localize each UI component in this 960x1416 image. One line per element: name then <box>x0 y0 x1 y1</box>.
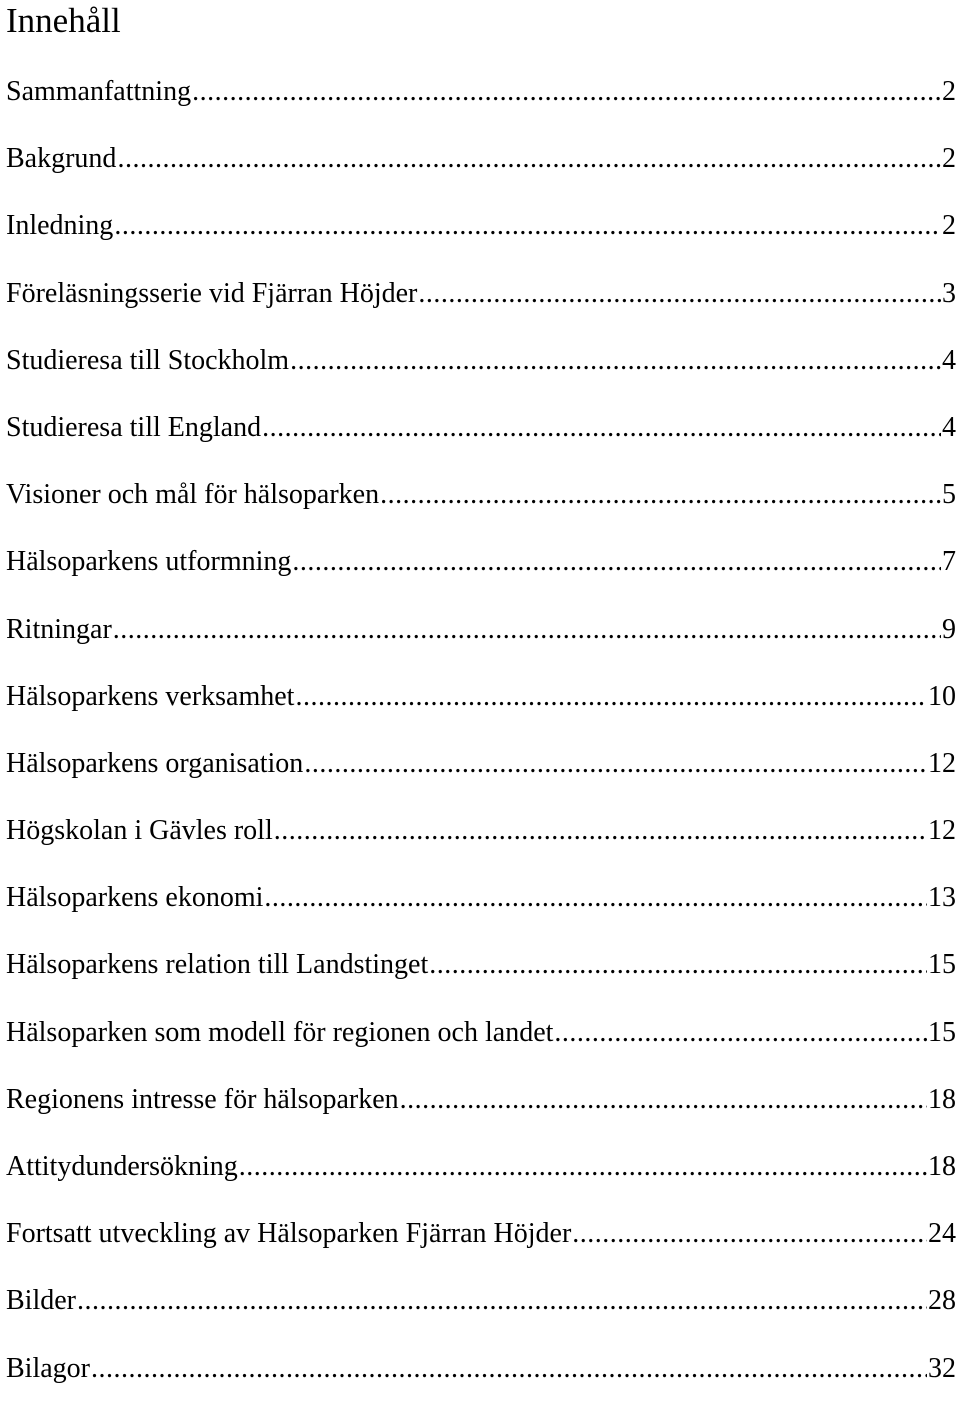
toc-entry-bilagor[interactable] <box>6 1349 956 1416</box>
dot-leader <box>429 945 927 985</box>
page-title: Innehåll <box>6 1 121 40</box>
dot-leader <box>274 811 927 851</box>
dot-leader <box>554 1013 927 1053</box>
toc-entry-attitydundersokning[interactable] <box>6 1147 956 1214</box>
toc-entry-bakgrund[interactable] <box>6 139 956 206</box>
toc-entry-label: Hälsoparkens organisation <box>6 747 304 779</box>
toc-entry-label: Hälsoparkens verksamhet <box>6 680 295 712</box>
toc-entry-page-number: 2 <box>942 76 956 107</box>
toc-entry-page-number: 12 <box>928 815 956 847</box>
dot-leader <box>114 206 941 246</box>
toc-entry-page-number: 24 <box>928 1218 956 1250</box>
toc-entry-label: Studieresa till England <box>6 411 262 443</box>
dot-leader <box>117 139 941 179</box>
dot-leader <box>264 878 927 918</box>
toc-entry-label: Fortsatt utveckling av Hälsoparken Fjärran Höjder <box>6 1218 572 1250</box>
toc-entry-page-number: 3 <box>942 277 956 309</box>
toc-entry-label: Hälsoparkens utformning <box>6 546 292 578</box>
toc-entry-label: Sammanfattning <box>6 76 192 107</box>
toc-entry-label: Regionens intresse för hälsoparken <box>6 1083 399 1115</box>
toc-entry-page-number: 4 <box>942 411 956 443</box>
toc-entry-page-number: 7 <box>942 546 956 578</box>
toc-entry-label: Attitydundersökning <box>6 1151 238 1182</box>
toc-entry-label: Hälsoparken som modell för regionen och landet <box>6 1016 554 1048</box>
toc-entry-label: Högskolan i Gävles roll <box>6 815 273 847</box>
toc-entry-page-number: 18 <box>928 1151 956 1182</box>
toc-entry-page-number: 12 <box>928 747 956 779</box>
toc-entry-page-number: 18 <box>928 1083 956 1115</box>
toc-entry-ekonomi[interactable] <box>6 878 956 945</box>
toc-entry-label: Ritningar <box>6 613 112 645</box>
toc-entry-label: Föreläsningsserie vid Fjärran Höjder <box>6 277 418 309</box>
toc-entry-visioner[interactable] <box>6 475 956 542</box>
toc-entry-label: Hälsoparkens ekonomi <box>6 882 264 914</box>
dot-leader <box>380 475 941 515</box>
toc-entry-page-number: 15 <box>928 1016 956 1048</box>
toc-entry-page-number: 15 <box>928 949 956 981</box>
toc-entry-organisation[interactable] <box>6 744 956 811</box>
toc-entry-label: Bilagor <box>6 1352 90 1384</box>
toc-entry-page-number: 28 <box>928 1285 956 1317</box>
toc-entry-forelasningsserie[interactable] <box>6 274 956 341</box>
dot-leader <box>113 610 941 650</box>
dot-leader <box>418 274 941 314</box>
toc-entry-bilder[interactable] <box>6 1281 956 1348</box>
toc-entry-regionens-intresse[interactable] <box>6 1080 956 1147</box>
toc-entry-ritningar[interactable] <box>6 610 956 677</box>
dot-leader <box>91 1349 927 1389</box>
dot-leader <box>192 72 941 112</box>
toc-entry-label: Inledning <box>6 210 114 242</box>
toc-entry-label: Bakgrund <box>6 143 117 175</box>
dot-leader <box>292 542 941 582</box>
toc-entry-page-number: 32 <box>928 1352 956 1384</box>
toc-entry-studieresa-stockholm[interactable] <box>6 341 956 408</box>
toc-entry-fortsatt-utveckling[interactable] <box>6 1214 956 1281</box>
toc-entry-inledning[interactable] <box>6 206 956 273</box>
toc-entry-hogskolan[interactable] <box>6 811 956 878</box>
toc-entry-page-number: 2 <box>942 143 956 175</box>
dot-leader <box>262 408 941 448</box>
dot-leader <box>239 1147 927 1187</box>
toc-entry-page-number: 2 <box>942 210 956 242</box>
toc-entry-page-number: 10 <box>928 680 956 712</box>
toc-entry-studieresa-england[interactable] <box>6 408 956 475</box>
toc-entry-utformning[interactable] <box>6 542 956 609</box>
toc-entry-label: Hälsoparkens relation till Landstinget <box>6 949 429 981</box>
dot-leader <box>77 1281 927 1321</box>
toc-entry-landstinget[interactable] <box>6 945 956 1012</box>
toc-entry-page-number: 9 <box>942 613 956 645</box>
toc-entry-modell[interactable] <box>6 1013 956 1080</box>
toc-entry-label: Bilder <box>6 1285 76 1317</box>
dot-leader <box>400 1080 927 1120</box>
toc-entry-label: Visioner och mål för hälsoparken <box>6 479 380 511</box>
toc-entry-page-number: 5 <box>942 479 956 511</box>
table-of-contents <box>6 72 956 1416</box>
toc-entry-label: Studieresa till Stockholm <box>6 344 290 376</box>
toc-entry-page-number: 13 <box>928 882 956 914</box>
toc-entry-page-number: 4 <box>942 344 956 376</box>
toc-entry-verksamhet[interactable] <box>6 677 956 744</box>
toc-entry-sammanfattning[interactable] <box>6 72 956 139</box>
dot-leader <box>304 744 927 784</box>
dot-leader <box>295 677 927 717</box>
dot-leader <box>572 1214 927 1254</box>
dot-leader <box>290 341 941 381</box>
